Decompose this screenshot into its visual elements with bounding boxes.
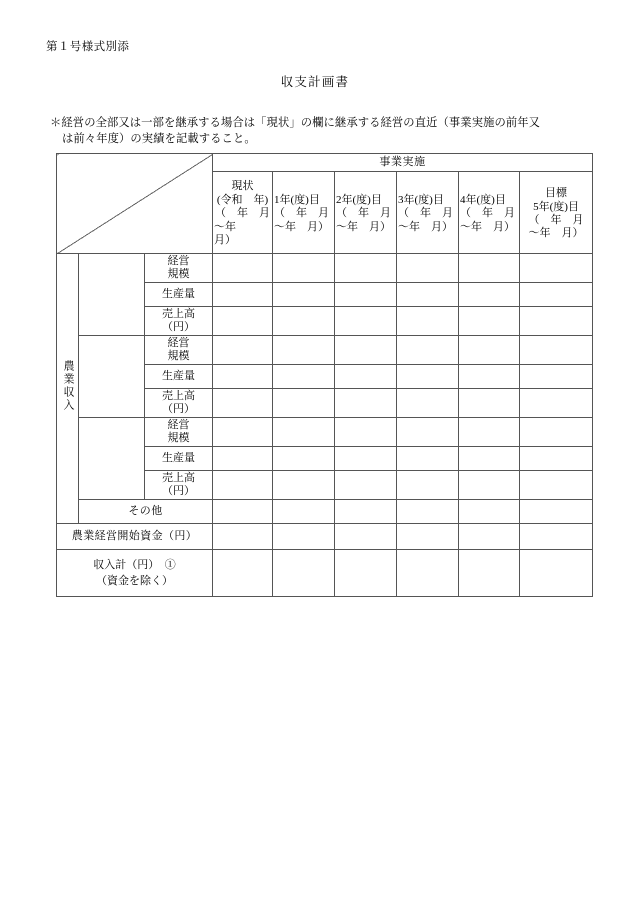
data-cell-year2[interactable] xyxy=(335,447,397,471)
item-label-line: （円） xyxy=(162,485,195,497)
data-cell-year4[interactable] xyxy=(459,389,520,418)
col-header-line: （ 年 月 xyxy=(398,207,454,220)
item-label-keiei-kibo-3 xyxy=(145,418,213,447)
data-cell-year4[interactable] xyxy=(459,365,520,389)
row-label-income-total xyxy=(57,550,213,597)
data-cell-year5[interactable] xyxy=(520,389,593,418)
data-cell-year4[interactable] xyxy=(459,447,520,471)
data-cell-year2[interactable] xyxy=(335,471,397,500)
row-group-label-nogyo-shunyu xyxy=(57,254,79,524)
data-cell-year1[interactable] xyxy=(273,500,335,524)
item-label-uriagedaka-2 xyxy=(145,389,213,418)
col-header-year4 xyxy=(459,172,520,254)
group-name-cell-3[interactable] xyxy=(79,418,145,500)
data-cell-year5[interactable] xyxy=(520,307,593,336)
data-cell-year2[interactable] xyxy=(335,307,397,336)
group-header-jigyo-jisshi: 事業実施 xyxy=(213,154,593,172)
table-row xyxy=(57,418,593,447)
data-cell-year3[interactable] xyxy=(397,524,459,550)
row-label-sonota: その他 xyxy=(79,500,213,524)
item-label-seisanryo-2 xyxy=(145,365,213,389)
data-cell-year2[interactable] xyxy=(335,336,397,365)
data-cell-year4[interactable] xyxy=(459,283,520,307)
row-label-start-fund: 農業経営開始資金（円） xyxy=(57,524,213,550)
col-header-line: 2年(度)目 xyxy=(336,193,382,206)
income-expenditure-plan-table xyxy=(56,153,593,597)
item-label-keiei-kibo-2 xyxy=(145,336,213,365)
data-cell-year3[interactable] xyxy=(397,307,459,336)
item-label-uriagedaka-1 xyxy=(145,307,213,336)
item-label-line: 生産量 xyxy=(162,287,195,300)
data-cell-year2[interactable] xyxy=(335,283,397,307)
data-cell-year3[interactable] xyxy=(397,283,459,307)
col-header-line: 3年(度)目 xyxy=(398,193,444,206)
col-header-line: ～年 月） xyxy=(398,220,454,233)
data-cell-current[interactable] xyxy=(213,336,273,365)
col-header-line: （ 年 月 xyxy=(528,214,584,226)
data-cell-year4[interactable] xyxy=(459,500,520,524)
data-cell-current[interactable] xyxy=(213,418,273,447)
data-cell-current[interactable] xyxy=(213,471,273,500)
data-cell-year3[interactable] xyxy=(397,254,459,283)
data-cell-current[interactable] xyxy=(213,500,273,524)
data-cell-year4[interactable] xyxy=(459,254,520,283)
group-name-cell-1[interactable] xyxy=(79,254,145,336)
data-cell-year2[interactable] xyxy=(335,254,397,283)
data-cell-year2[interactable] xyxy=(335,389,397,418)
data-cell-year1[interactable] xyxy=(273,550,335,597)
data-cell-year1[interactable] xyxy=(273,307,335,336)
table-row-income-total xyxy=(57,550,593,597)
data-cell-year5[interactable] xyxy=(520,550,593,597)
table-row xyxy=(57,336,593,365)
data-cell-year5[interactable] xyxy=(520,336,593,365)
corner-diagonal-cell xyxy=(57,154,213,254)
item-label-line: 経営 xyxy=(167,254,190,267)
item-label-line: 経営 xyxy=(167,418,190,431)
row-group-label-text: 農業収入 xyxy=(62,360,74,413)
table-row xyxy=(57,254,593,283)
item-label-line: 経営 xyxy=(167,336,190,349)
item-label-line: 売上高 xyxy=(162,307,195,320)
data-cell-year2[interactable] xyxy=(335,500,397,524)
item-label-uriagedaka-3 xyxy=(145,471,213,500)
data-cell-year3[interactable] xyxy=(397,500,459,524)
data-cell-year1[interactable] xyxy=(273,524,335,550)
col-header-line: ～年 月） xyxy=(528,227,584,240)
data-cell-current[interactable] xyxy=(213,365,273,389)
col-header-year2 xyxy=(335,172,397,254)
item-label-line: （円） xyxy=(162,321,195,333)
data-cell-year1[interactable] xyxy=(273,254,335,283)
col-header-year5-target xyxy=(520,172,593,254)
data-cell-current[interactable] xyxy=(213,254,273,283)
col-header-line: ～年 月） xyxy=(460,220,516,233)
data-cell-year1[interactable] xyxy=(273,365,335,389)
data-cell-current[interactable] xyxy=(213,550,273,597)
col-header-line: （ 年 月 xyxy=(274,207,330,220)
data-cell-year5[interactable] xyxy=(520,283,593,307)
col-header-line: （ 年 月 xyxy=(215,207,271,220)
col-header-line: 月） xyxy=(214,234,237,247)
data-cell-year4[interactable] xyxy=(459,524,520,550)
data-cell-year5[interactable] xyxy=(520,254,593,283)
data-cell-current[interactable] xyxy=(213,307,273,336)
data-cell-year5[interactable] xyxy=(520,500,593,524)
page-title: 収支計画書 xyxy=(280,75,350,89)
item-label-line: 売上高 xyxy=(162,389,195,402)
data-cell-current[interactable] xyxy=(213,389,273,418)
item-label-line: 生産量 xyxy=(162,451,195,464)
data-cell-year1[interactable] xyxy=(273,418,335,447)
col-header-line: 4年(度)目 xyxy=(460,193,506,206)
data-cell-current[interactable] xyxy=(213,283,273,307)
data-cell-year5[interactable] xyxy=(520,524,593,550)
data-cell-year1[interactable] xyxy=(273,447,335,471)
col-header-line: ～年 xyxy=(214,220,237,233)
col-header-line: ～年 月） xyxy=(336,220,392,233)
data-cell-year1[interactable] xyxy=(273,336,335,365)
data-cell-year2[interactable] xyxy=(335,418,397,447)
data-cell-year3[interactable] xyxy=(397,471,459,500)
item-label-seisanryo-3 xyxy=(145,447,213,471)
data-cell-year1[interactable] xyxy=(273,283,335,307)
item-label-line: 売上高 xyxy=(162,471,195,484)
col-header-line: （ 年 月 xyxy=(460,207,516,220)
data-cell-year3[interactable] xyxy=(397,365,459,389)
table-header-row-group xyxy=(57,154,593,172)
data-cell-current[interactable] xyxy=(213,524,273,550)
data-cell-year5[interactable] xyxy=(520,447,593,471)
group-name-cell-2[interactable] xyxy=(79,336,145,418)
data-cell-year4[interactable] xyxy=(459,418,520,447)
data-cell-year2[interactable] xyxy=(335,550,397,597)
data-cell-year1[interactable] xyxy=(273,471,335,500)
data-cell-year3[interactable] xyxy=(397,418,459,447)
item-label-keiei-kibo-1 xyxy=(145,254,213,283)
col-header-line: 目標 xyxy=(545,187,568,200)
col-header-year3 xyxy=(397,172,459,254)
col-header-line: 1年(度)目 xyxy=(274,193,320,206)
note-line-2: は前々年度）の実績を記載すること。 xyxy=(62,133,256,146)
item-label-line: 規模 xyxy=(167,350,190,362)
col-header-year1 xyxy=(273,172,335,254)
col-header-line: 現状 xyxy=(231,180,254,193)
data-cell-year3[interactable] xyxy=(397,447,459,471)
data-cell-year1[interactable] xyxy=(273,389,335,418)
item-label-seisanryo-1 xyxy=(145,283,213,307)
col-header-line: ～年 月） xyxy=(274,220,330,233)
data-cell-year4[interactable] xyxy=(459,471,520,500)
item-label-line: 規模 xyxy=(167,268,190,280)
data-cell-current[interactable] xyxy=(213,447,273,471)
form-number: 第１号様式別添 xyxy=(46,41,130,53)
data-cell-year2[interactable] xyxy=(335,365,397,389)
item-label-line: （円） xyxy=(162,403,195,415)
data-cell-year3[interactable] xyxy=(397,389,459,418)
data-cell-year4[interactable] xyxy=(459,307,520,336)
col-header-line: 5年(度)目 xyxy=(533,200,579,213)
note-line-1: ＊経営の全部又は一部を継承する場合は「現状」の欄に継承する経営の直近（事業実施の前年又 xyxy=(50,117,541,129)
data-cell-year3[interactable] xyxy=(397,550,459,597)
data-cell-year3[interactable] xyxy=(397,336,459,365)
data-cell-year4[interactable] xyxy=(459,550,520,597)
col-header-current xyxy=(213,172,273,254)
table-row-start-fund xyxy=(57,524,593,550)
col-header-line: (令和 年) xyxy=(216,193,269,206)
item-label-line: 規模 xyxy=(167,432,190,444)
table-row-other xyxy=(57,500,593,524)
item-label-line: 生産量 xyxy=(162,369,195,382)
col-header-line: （ 年 月 xyxy=(336,207,392,220)
row-label-line: （資金を除く） xyxy=(96,575,173,587)
data-cell-year4[interactable] xyxy=(459,336,520,365)
data-cell-year5[interactable] xyxy=(520,365,593,389)
data-cell-year5[interactable] xyxy=(520,471,593,500)
instruction-note xyxy=(50,115,590,148)
data-cell-year5[interactable] xyxy=(520,418,593,447)
row-label-line: 収入計（円） ① xyxy=(93,558,176,571)
data-cell-year2[interactable] xyxy=(335,524,397,550)
